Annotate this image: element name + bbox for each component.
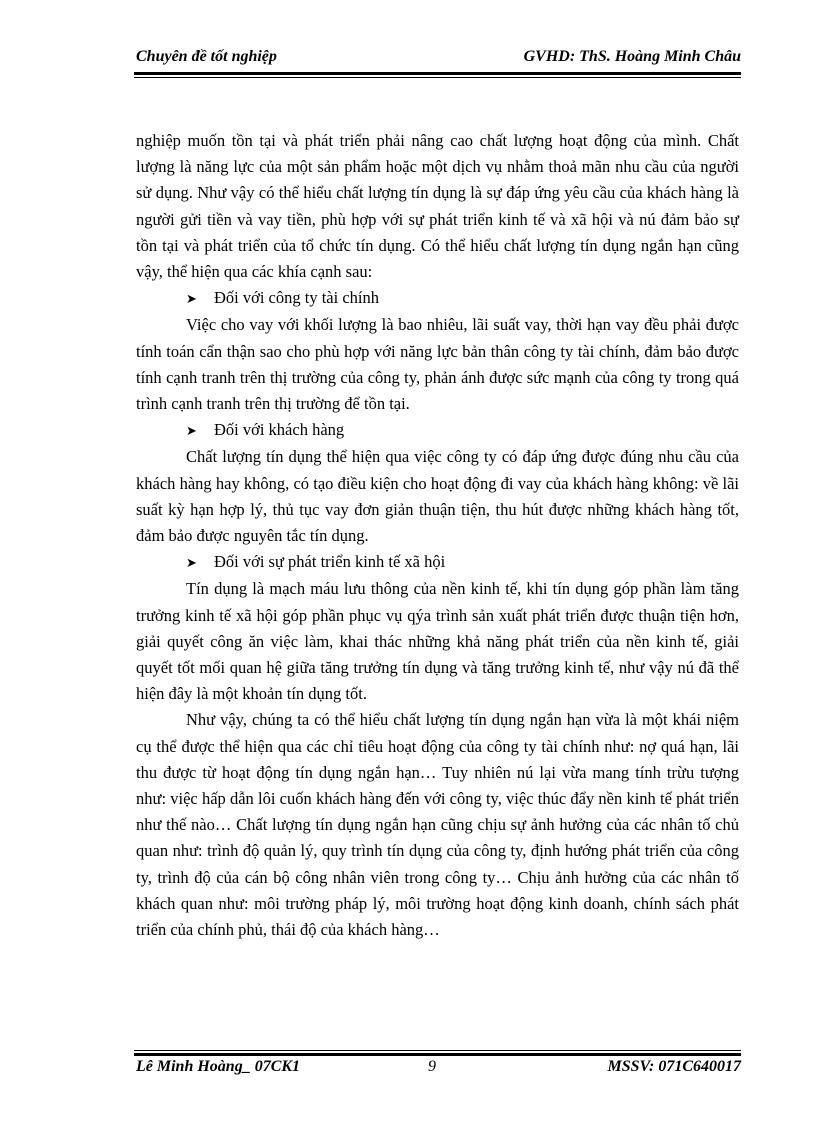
bullet-heading (136, 285, 739, 312)
header-title: Chuyên đề tốt nghiệp (136, 48, 277, 65)
footer-student-id: MSSV: 071C640017 (607, 1058, 741, 1075)
paragraph: Tín dụng là mạch máu lưu thông của nền kinh tế, khi tín dụng góp phần làm tăng trưởng kinh tế xã hội góp phần phục vụ qýa trình sản xuất phát triển được thuận tiện hơn, giải quyết công ăn việc làm, khai thác những khả năng phát triển của nền kinh tế, giải quyết tốt mối quan hệ giữa tăng trưởng tín dụng và tăng trưởng kinh tế, như vậy nú đã thể hiện đây là một khoản tín dụng tốt. (136, 579, 739, 704)
page-body (136, 128, 739, 943)
bullet-heading-text: Đối với khách hàng (214, 420, 345, 440)
bullet-heading-text: Đối với sự phát triển kinh tế xã hội (214, 552, 446, 572)
arrowhead-bullet-icon: ➤ (186, 555, 197, 571)
page-number: 9 (428, 1058, 436, 1075)
paragraph: Chất lượng tín dụng thể hiện qua việc công ty có đáp ứng được đúng nhu cầu của khách hàng hay không, có tạo điều kiện cho hoạt động đi vay của khách hàng không: về lãi suất kỳ hạn hợp lý, thủ tục vay đơn giản thuận tiện, thu hút được những khách hàng tốt, đảm bảo được nguyên tắc tín dụng. (136, 447, 739, 546)
page-footer (134, 1050, 741, 1080)
header-rule-thick (134, 72, 741, 75)
paragraph-intro: nghiệp muốn tồn tại và phát triển phải nâng cao chất lượng hoạt động của mình. Chất lượng là năng lực của một sản phẩm hoặc một dịch vụ nhằm thoả mãn nhu cầu của người sử dụng. Như vậy có thể hiểu chất lượng tín dụng là sự đáp ứng yêu cầu của khách hàng là người gửi tiền và vay tiền, phù hợp với sự phát triển kinh tế và xã hội và nú đảm bảo sự tồn tại và phát triển của tổ chức tín dụng. Có thể hiểu chất lượng tín dụng ngắn hạn cũng vậy, thể hiện qua các khía cạnh sau: (136, 131, 739, 282)
footer-rule-thin (134, 1050, 741, 1051)
page-header (134, 48, 741, 74)
bullet-heading-text: Đối với công ty tài chính (214, 288, 379, 308)
bullet-heading (136, 417, 739, 444)
bullet-heading (136, 549, 739, 576)
footer-author: Lê Minh Hoàng_ 07CK1 (136, 1058, 301, 1075)
footer-rule-thick (134, 1053, 741, 1056)
header-advisor: GVHD: ThS. Hoàng Minh Châu (523, 48, 741, 65)
arrowhead-bullet-icon: ➤ (186, 291, 197, 307)
paragraph: Việc cho vay với khối lượng là bao nhiêu, lãi suất vay, thời hạn vay đều phải được tính toán cẩn thận sao cho phù hợp với năng lực bản thân công ty tài chính, đảm bảo được tính cạnh tranh trên thị trường của công ty, phản ánh được sức mạnh của công ty trong quá trình cạnh tranh trên thị trường để tồn tại. (136, 315, 739, 414)
header-rule-thin (134, 77, 741, 78)
arrowhead-bullet-icon: ➤ (186, 423, 197, 439)
paragraph-conclusion: Như vậy, chúng ta có thể hiểu chất lượng tín dụng ngắn hạn vừa là một khái niệm cụ thể được thể hiện qua các chỉ tiêu hoạt động của công ty tài chính như: nợ quá hạn, lãi thu được từ hoạt động tín dụng ngắn hạn… Tuy nhiên nú lại vừa mang tính trừu tượng như: việc hấp dẫn lôi cuốn khách hàng đến với công ty, việc thúc đẩy nền kinh tế phát triển như thế nào… Chất lượng tín dụng ngắn hạn cũng chịu sự ảnh hưởng của các nhân tố chủ quan như: trình độ quản lý, quy trình tín dụng của công ty, định hướng phát triển của công ty, trình độ của cán bộ công nhân viên trong công ty… Chịu ảnh hưởng của các nhân tố khách quan như: môi trường pháp lý, môi trường hoạt động kinh doanh, chính sách phát triển của chính phủ, thái độ của khách hàng… (136, 710, 739, 940)
